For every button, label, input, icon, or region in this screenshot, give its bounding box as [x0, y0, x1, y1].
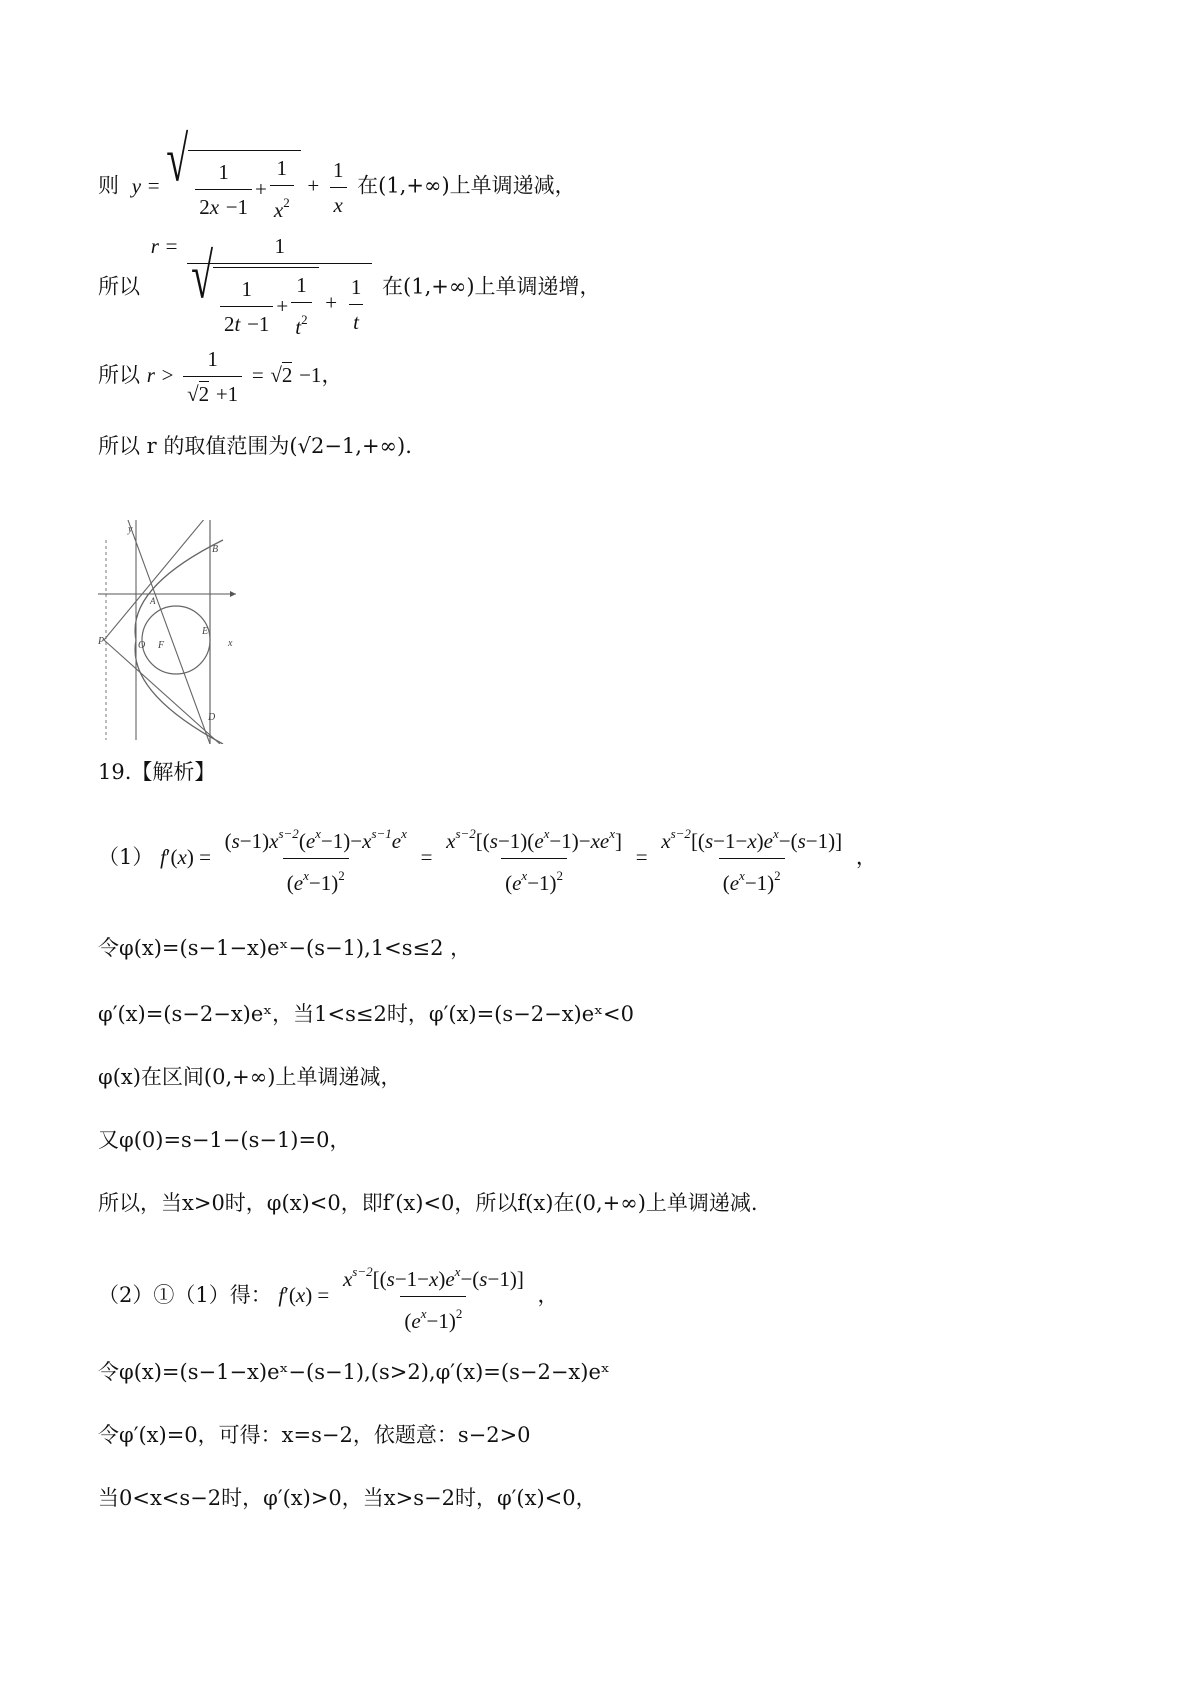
part2-label: （2）①（1）得：	[98, 1283, 272, 1307]
line-1-suffix: 在(1,+∞)上单调递减，	[357, 173, 576, 198]
part1-label: （1）	[98, 845, 154, 869]
label-e: E	[202, 626, 209, 637]
circle	[142, 606, 210, 674]
line-3: 所以 r > $\frac{1}{√2 +1}$ = √2 −1，	[98, 347, 343, 406]
line-3-prefix: 所以	[98, 363, 140, 387]
label-f: F	[158, 640, 165, 651]
line-5: 令φ(x)=(s−1−x)eˣ−(s−1),1<s≤2 ，	[98, 936, 472, 960]
line-10: 令φ(x)=(s−1−x)eˣ−(s−1),(s>2),φ′(x)=(s−2−x)eˣ	[98, 1360, 610, 1384]
sqrt-expression: √ $\frac{1}{2x -1}$ + $\frac{1}{x^2}$	[166, 150, 300, 224]
part2-derivative: （2）①（1）得： f′(x) = $\frac{x^{s-2}[(s-1-x)e^x-(s-1)]}{(e^x-1)^2}$ ，	[98, 1264, 559, 1333]
line-2: 所以 r = 1 √ $\frac{1}{2t -1}$ + $\frac{1}{t^2}$ + $\frac{1}{t}$ 在(1,+∞)上单调递增，	[98, 234, 601, 339]
part2-end: ，	[537, 1283, 559, 1307]
line-2-prefix: 所以	[98, 274, 140, 299]
label-d: D	[208, 712, 216, 723]
line-4	[98, 432, 412, 460]
label-b: B	[212, 544, 219, 555]
label-p: P	[98, 636, 105, 647]
line-1: 则 y = √ $\frac{1}{2x -1}$ + $\frac{1}{x^2}$ + $\frac{1}{x}$ 在(1,+∞)上单调递减，	[98, 123, 576, 222]
line-4-text: 所以 r 的取值范围为(√2−1,+∞).	[98, 434, 412, 458]
label-a: A	[150, 596, 156, 606]
tangent-lower	[104, 640, 220, 744]
part1-end: ，	[855, 845, 877, 869]
label-o: O	[138, 640, 146, 651]
section-label: 19.【解析】	[98, 760, 216, 784]
line-12: 当0<x<s−2时，φ′(x)>0，当x>s−2时，φ′(x)<0，	[98, 1486, 597, 1510]
line-3-suffix: ，	[321, 363, 343, 387]
line-7: φ(x)在区间(0,+∞)上单调递减，	[98, 1065, 402, 1089]
line-1-prefix: 则	[98, 173, 119, 198]
line-6: φ′(x)=(s−2−x)eˣ，当1<s≤2时，φ′(x)=(s−2−x)eˣ<0	[98, 1002, 635, 1026]
label-y: y	[128, 524, 133, 535]
line-11: 令φ′(x)=0，可得：x=s−2，依题意：s−2>0	[98, 1423, 531, 1447]
line-2-suffix: 在(1,+∞)上单调递增，	[382, 274, 601, 299]
line-9: 所以，当x>0时，φ(x)<0，即f′(x)<0，所以f(x)在(0,+∞)上单调递减.	[98, 1191, 758, 1215]
r-fraction: 1 √ $\frac{1}{2t -1}$ + $\frac{1}{t^2}$ + $\frac{1}{t}$	[187, 232, 372, 341]
line-8: 又φ(0)=s−1−(s−1)=0，	[98, 1128, 351, 1152]
geometry-figure	[98, 520, 260, 744]
parabola-circle-diagram	[98, 520, 260, 744]
label-x: x	[228, 638, 233, 649]
part1-derivative: （1） f′(x) = $\frac{(s-1)x^{s-2}(e^x-1)-x^{s-1}e^x}{(e^x-1)^2}$ = $\frac{x^{s-2}[(s-1)(e^x-1)-xe^x]}{(e^x-1)^2}$ = $\frac{x^{s-2}[(s-1-x)e^x-(s-1)]}{(e^x-1)^2}$ ，	[98, 826, 877, 895]
section-heading	[98, 758, 215, 786]
